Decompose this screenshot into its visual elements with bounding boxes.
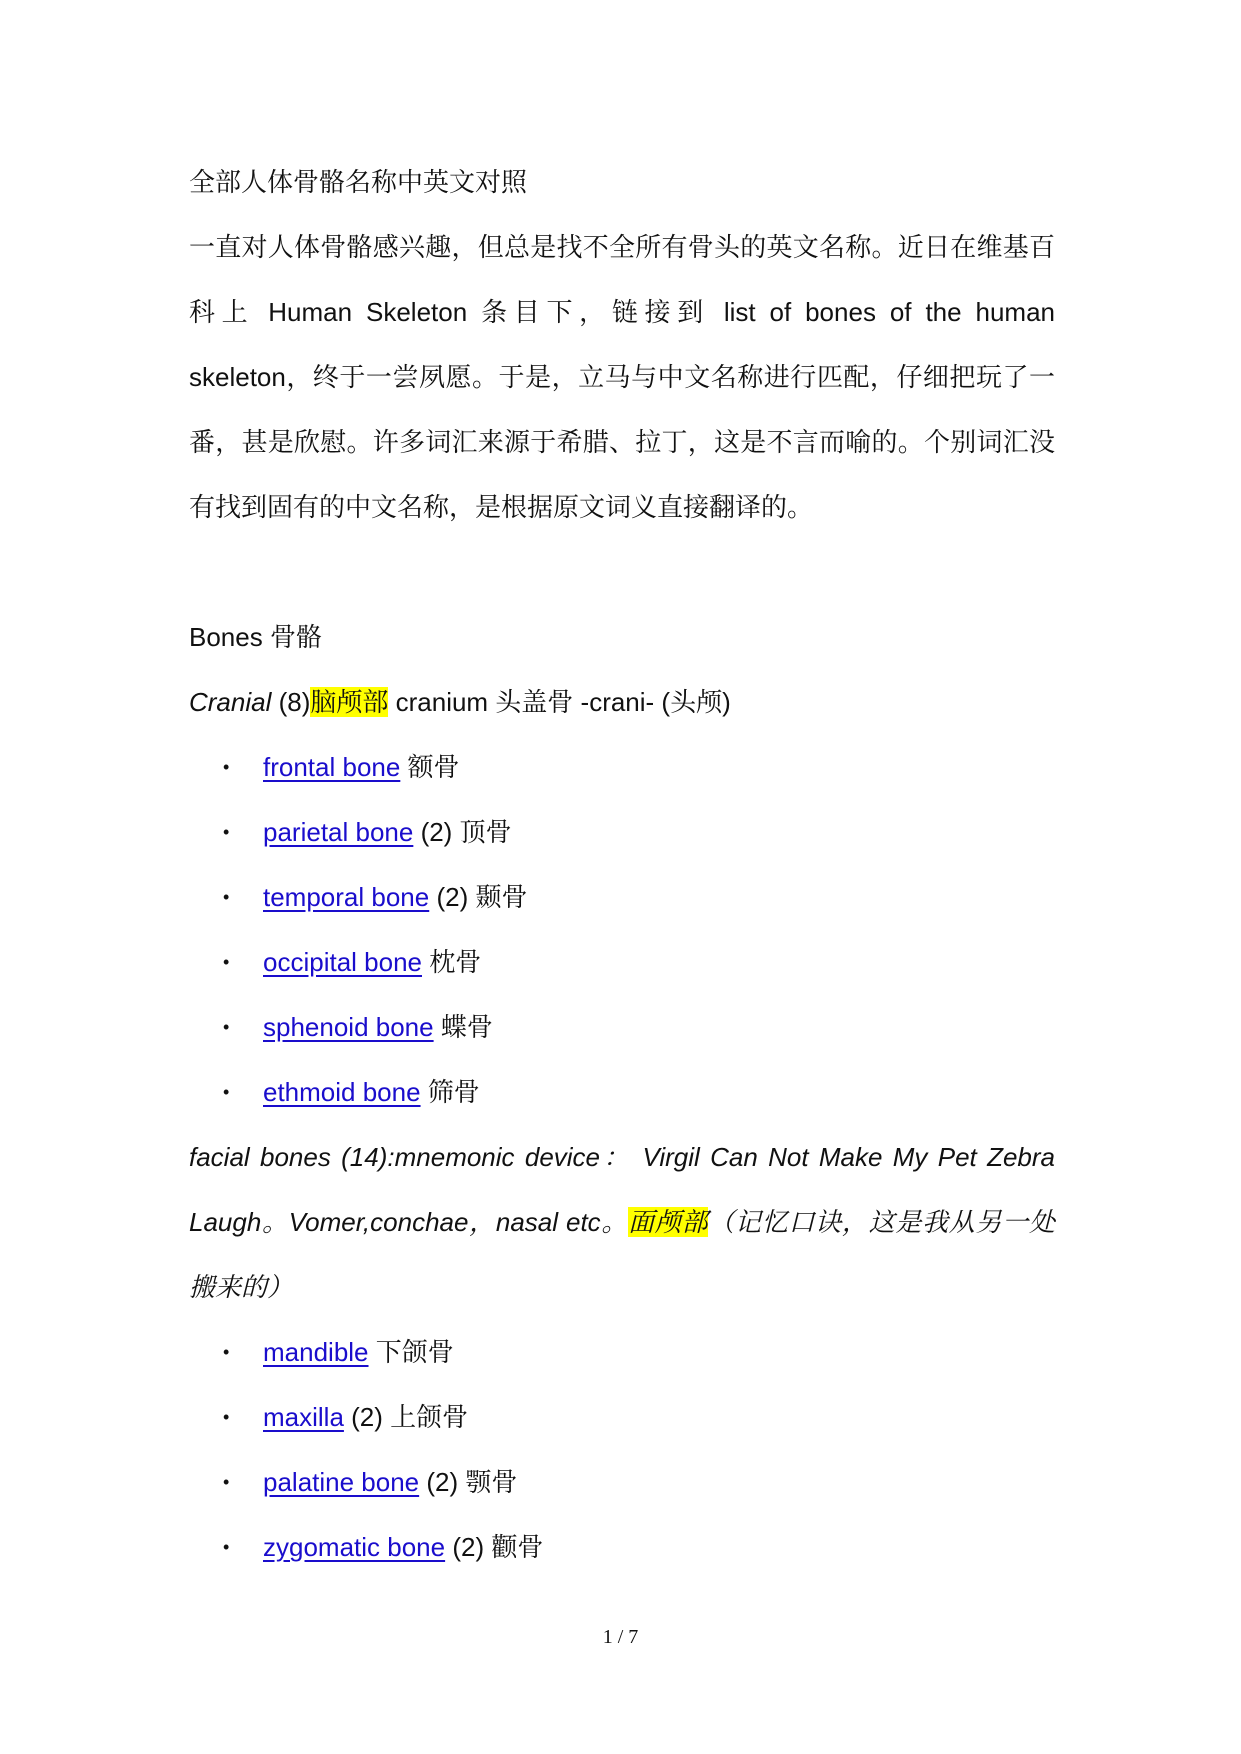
bone-link-frontal[interactable]: frontal bone [263, 752, 401, 782]
cranial-count: (8) [271, 687, 311, 717]
cranial-heading [189, 670, 1055, 735]
bone-link-occipital[interactable]: occipital bone [263, 947, 422, 977]
list-item [189, 1450, 1055, 1515]
bone-link-ethmoid[interactable]: ethmoid bone [263, 1077, 421, 1107]
bullet-icon: • [223, 1407, 230, 1427]
facial-note: （记忆口诀，这是我从另一处搬来的） [189, 1207, 1055, 1302]
bullet-icon: • [223, 1472, 230, 1492]
list-item [189, 1515, 1055, 1580]
bone-translation: (2) 上颌骨 [343, 1402, 469, 1432]
list-item [189, 930, 1055, 995]
bone-translation: (2) 颞骨 [429, 882, 528, 912]
bone-link-maxilla[interactable]: maxilla [263, 1402, 344, 1432]
bone-translation: 额骨 [400, 752, 460, 782]
document-body [189, 150, 1055, 1580]
bone-translation: 下颌骨 [368, 1337, 454, 1367]
cranial-bone-list [189, 735, 1055, 1125]
bullet-icon: • [223, 1017, 230, 1037]
bone-translation: 蝶骨 [433, 1012, 493, 1042]
bone-link-palatine[interactable]: palatine bone [263, 1467, 420, 1497]
document-title: 全部人体骨骼名称中英文对照 [189, 167, 528, 197]
bone-translation: 筛骨 [420, 1077, 480, 1107]
page-number: 1 / 7 [602, 1626, 639, 1648]
list-item [189, 735, 1055, 800]
facial-bone-list [189, 1320, 1055, 1580]
facial-highlight: 面颅部 [628, 1207, 709, 1237]
list-item [189, 995, 1055, 1060]
bullet-icon: • [223, 1082, 230, 1102]
intro-paragraph: 一直对人体骨骼感兴趣，但总是找不全所有骨头的英文名称。近日在维基百科上 Human Skeleton 条目下，链接到 list of bones of the human skeleton，终于一尝夙愿。于是，立马与中文名称进行匹配，仔细把玩了一番，甚是欣慰。许多词汇来源于希腊、拉丁，这是不言而喻的。个别词汇没有找到固有的中文名称，是根据原文词义直接翻译的。 [189, 232, 1055, 522]
list-item [189, 1320, 1055, 1385]
bone-link-temporal[interactable]: temporal bone [263, 882, 430, 912]
bone-translation: 枕骨 [422, 947, 482, 977]
section-heading-bones: Bones 骨骼 [189, 622, 322, 652]
bone-link-sphenoid[interactable]: sphenoid bone [263, 1012, 434, 1042]
facial-description: facial bones (14):mnemonic device： Virgil Can Not Make My Pet Zebra Laugh。Vomer,conchae，nasal etc。 [189, 1142, 1055, 1237]
bullet-icon: • [223, 822, 230, 842]
list-item [189, 800, 1055, 865]
bullet-icon: • [223, 952, 230, 972]
bone-translation: (2) 顶骨 [413, 817, 512, 847]
list-item [189, 1060, 1055, 1125]
bone-translation: (2) 颚骨 [419, 1467, 518, 1497]
paragraph-spacer [189, 540, 1055, 605]
bone-link-zygomatic[interactable]: zygomatic bone [263, 1532, 446, 1562]
bone-link-parietal[interactable]: parietal bone [263, 817, 414, 847]
list-item [189, 1385, 1055, 1450]
cranial-description: cranium 头盖骨 -crani- (头颅) [388, 687, 731, 717]
facial-heading [189, 1125, 1055, 1320]
cranial-highlight: 脑颅部 [310, 687, 389, 717]
bone-translation: (2) 颧骨 [445, 1532, 544, 1562]
bullet-icon: • [223, 757, 230, 777]
list-item [189, 865, 1055, 930]
bullet-icon: • [223, 1537, 230, 1557]
bone-link-mandible[interactable]: mandible [263, 1337, 369, 1367]
bullet-icon: • [223, 887, 230, 907]
bullet-icon: • [223, 1342, 230, 1362]
cranial-label: Cranial [189, 687, 272, 717]
